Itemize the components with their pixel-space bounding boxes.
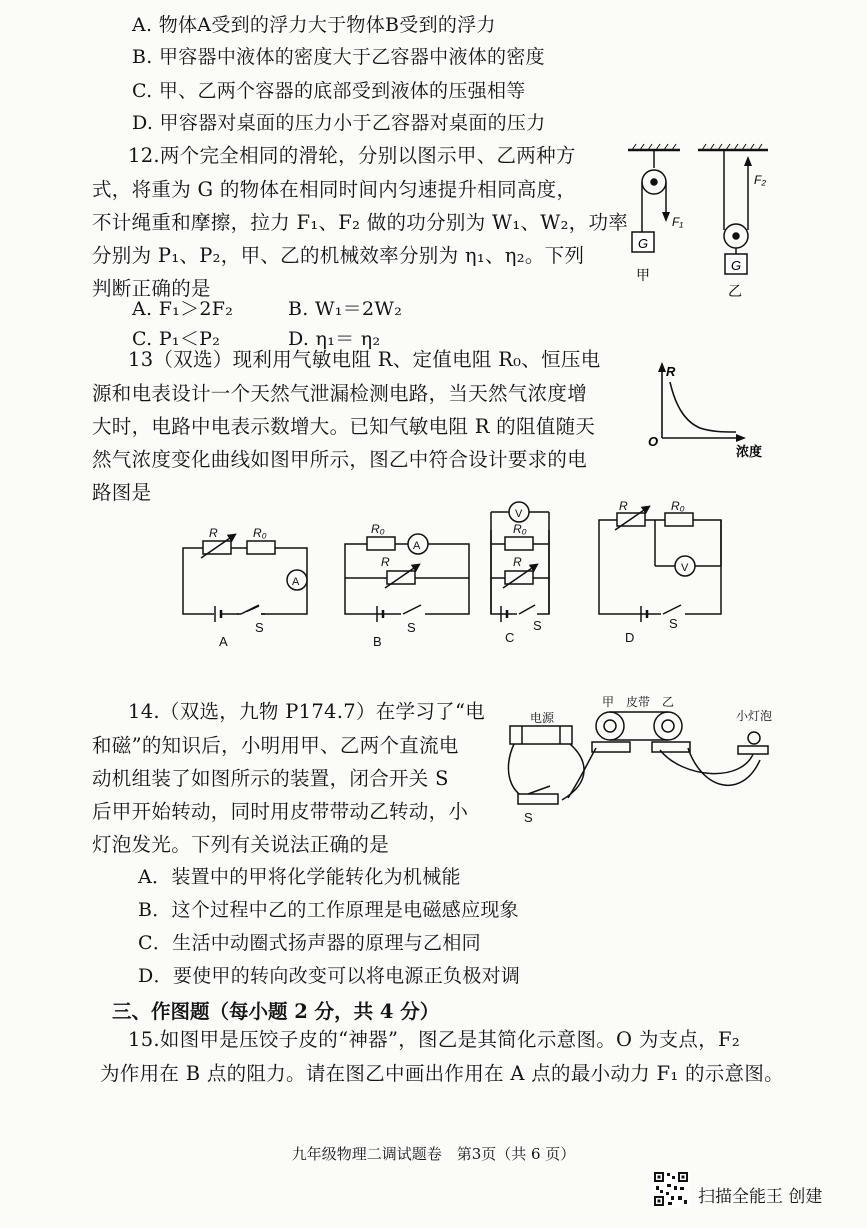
q14-option-c: C．生活中动圈式扬声器的原理与乙相同: [138, 932, 481, 954]
q14-line-3: 动机组装了如图所示的装置，闭合开关 S: [92, 767, 449, 790]
q12-line-4: 分别为 P₁、P₂，甲、乙的机械效率分别为 η₁、η₂。下列: [92, 244, 585, 267]
q14-line-5: 灯泡发光。下列有关说法正确的是: [92, 833, 390, 856]
circuit-d-label: D: [625, 630, 635, 645]
circuit-a-label: A: [219, 634, 228, 649]
pulley-g-left: G: [638, 236, 649, 251]
q14-line-1: 14.（双选，九物 P174.7）在学习了“电: [128, 700, 486, 723]
q11-option-c: C. 甲、乙两个容器的底部受到液体的压强相等: [132, 80, 526, 102]
motor-jia-label: 甲: [602, 695, 615, 709]
q12-line-1: 12.两个完全相同的滑轮，分别以图示甲、乙两种方: [128, 144, 576, 167]
circuit-b-r0: R₀: [371, 522, 385, 536]
circuit-c-voltmeter: V: [515, 508, 523, 520]
q11-option-d: D. 甲容器对桌面的压力小于乙容器对桌面的压力: [132, 112, 546, 134]
circuit-a-r0: R₀: [253, 526, 267, 540]
circuit-a-ammeter: A: [292, 576, 300, 588]
q14-line-2: 和磁”的知识后，小明用甲、乙两个直流电: [92, 734, 459, 757]
motor-belt-label: 皮带: [626, 695, 651, 709]
q14-line-4: 后甲开始转动，同时用皮带带动乙转动，小: [92, 800, 469, 823]
q13-line-5: 路图是: [92, 481, 152, 504]
circuit-c-switch: S: [533, 618, 542, 633]
pulley-yi-label: 乙: [728, 284, 742, 300]
q13-line-1: 13（双选）现利用气敏电阻 R、定值电阻 R₀、恒压电: [128, 348, 601, 371]
motor-power-label: 电源: [530, 711, 555, 725]
circuit-d-voltmeter: V: [681, 562, 689, 574]
circuit-c-r0: R₀: [513, 522, 527, 536]
q13-line-3: 大时，电路中电表示数增大。已知气敏电阻 R 的阻值随天: [92, 415, 596, 438]
watermark-text: 扫描全能王 创建: [698, 1187, 823, 1207]
pulley-f2-label: F₂: [754, 173, 766, 187]
q11-option-b: B. 甲容器中液体的密度大于乙容器中液体的密度: [132, 46, 545, 68]
section-3-title: 三、作图题（每小题 2 分，共 4 分）: [112, 1000, 440, 1023]
q14-option-a: A．装置中的甲将化学能转化为机械能: [138, 866, 461, 888]
scanner-watermark: [652, 1170, 862, 1220]
q11-option-a: A. 物体A受到的浮力大于物体B受到的浮力: [132, 14, 496, 36]
pulley-jia-label: 甲: [636, 268, 650, 284]
circuit-d-switch: S: [669, 616, 678, 631]
q14-option-d: D．要使甲的转向改变可以将电源正负极对调: [138, 965, 521, 987]
q15-line-2: 为作用在 B 点的阻力。请在图乙中画出作用在 A 点的最小动力 F₁ 的示意图。: [100, 1062, 784, 1085]
graph-origin-label: O: [648, 434, 659, 449]
circuit-d-r: R: [619, 499, 628, 513]
circuit-a-switch: S: [255, 620, 264, 635]
graph-y-label: R: [666, 364, 676, 379]
q14-option-b: B．这个过程中乙的工作原理是电磁感应现象: [138, 899, 519, 921]
q12-option-a: A. F₁＞2F₂: [132, 298, 234, 320]
resistance-graph: [640, 360, 770, 460]
motor-yi-label: 乙: [662, 695, 675, 709]
circuit-b-ammeter: A: [413, 540, 421, 552]
pulley-g-right: G: [731, 258, 742, 273]
pulley-figure: [620, 140, 780, 300]
q15-line-1: 15.如图甲是压饺子皮的“神器”，图乙是其简化示意图。O 为支点，F₂: [128, 1028, 740, 1051]
q12-option-d: D. η₁＝ η₂: [288, 328, 381, 350]
pulley-f1-label: F₁: [672, 215, 684, 229]
page-footer: 九年级物理二调试题卷 第3页（共 6 页）: [291, 1145, 576, 1163]
q13-line-4: 然气浓度变化曲线如图甲所示，图乙中符合设计要求的电: [92, 448, 588, 471]
circuit-d-r0: R₀: [671, 499, 685, 513]
circuit-b-r: R: [381, 555, 390, 569]
motor-switch-label: S: [524, 810, 533, 825]
q12-line-5: 判断正确的是: [92, 277, 211, 300]
q12-line-3: 不计绳重和摩擦，拉力 F₁、F₂ 做的功分别为 W₁、W₂，功率: [92, 211, 629, 234]
graph-x-label: 浓度: [736, 445, 763, 460]
q12-option-b: B. W₁＝2W₂: [288, 298, 403, 320]
circuit-b-label: B: [373, 634, 382, 649]
q12-line-2: 式，将重为 G 的物体在相同时间内匀速提升相同高度，: [92, 178, 577, 201]
motor-figure: [492, 690, 792, 830]
qr-code-icon: [652, 1170, 690, 1208]
circuit-b-switch: S: [407, 620, 416, 635]
circuit-c-label: C: [505, 630, 515, 645]
circuit-c-r: R: [513, 555, 522, 569]
q13-line-2: 源和电表设计一个天然气泄漏检测电路，当天然气浓度增: [92, 382, 588, 405]
circuit-a-r: R: [209, 526, 218, 540]
q12-option-c: C. P₁＜P₂: [132, 328, 221, 350]
circuit-options: [175, 500, 755, 650]
motor-bulb-label: 小灯泡: [736, 709, 773, 723]
